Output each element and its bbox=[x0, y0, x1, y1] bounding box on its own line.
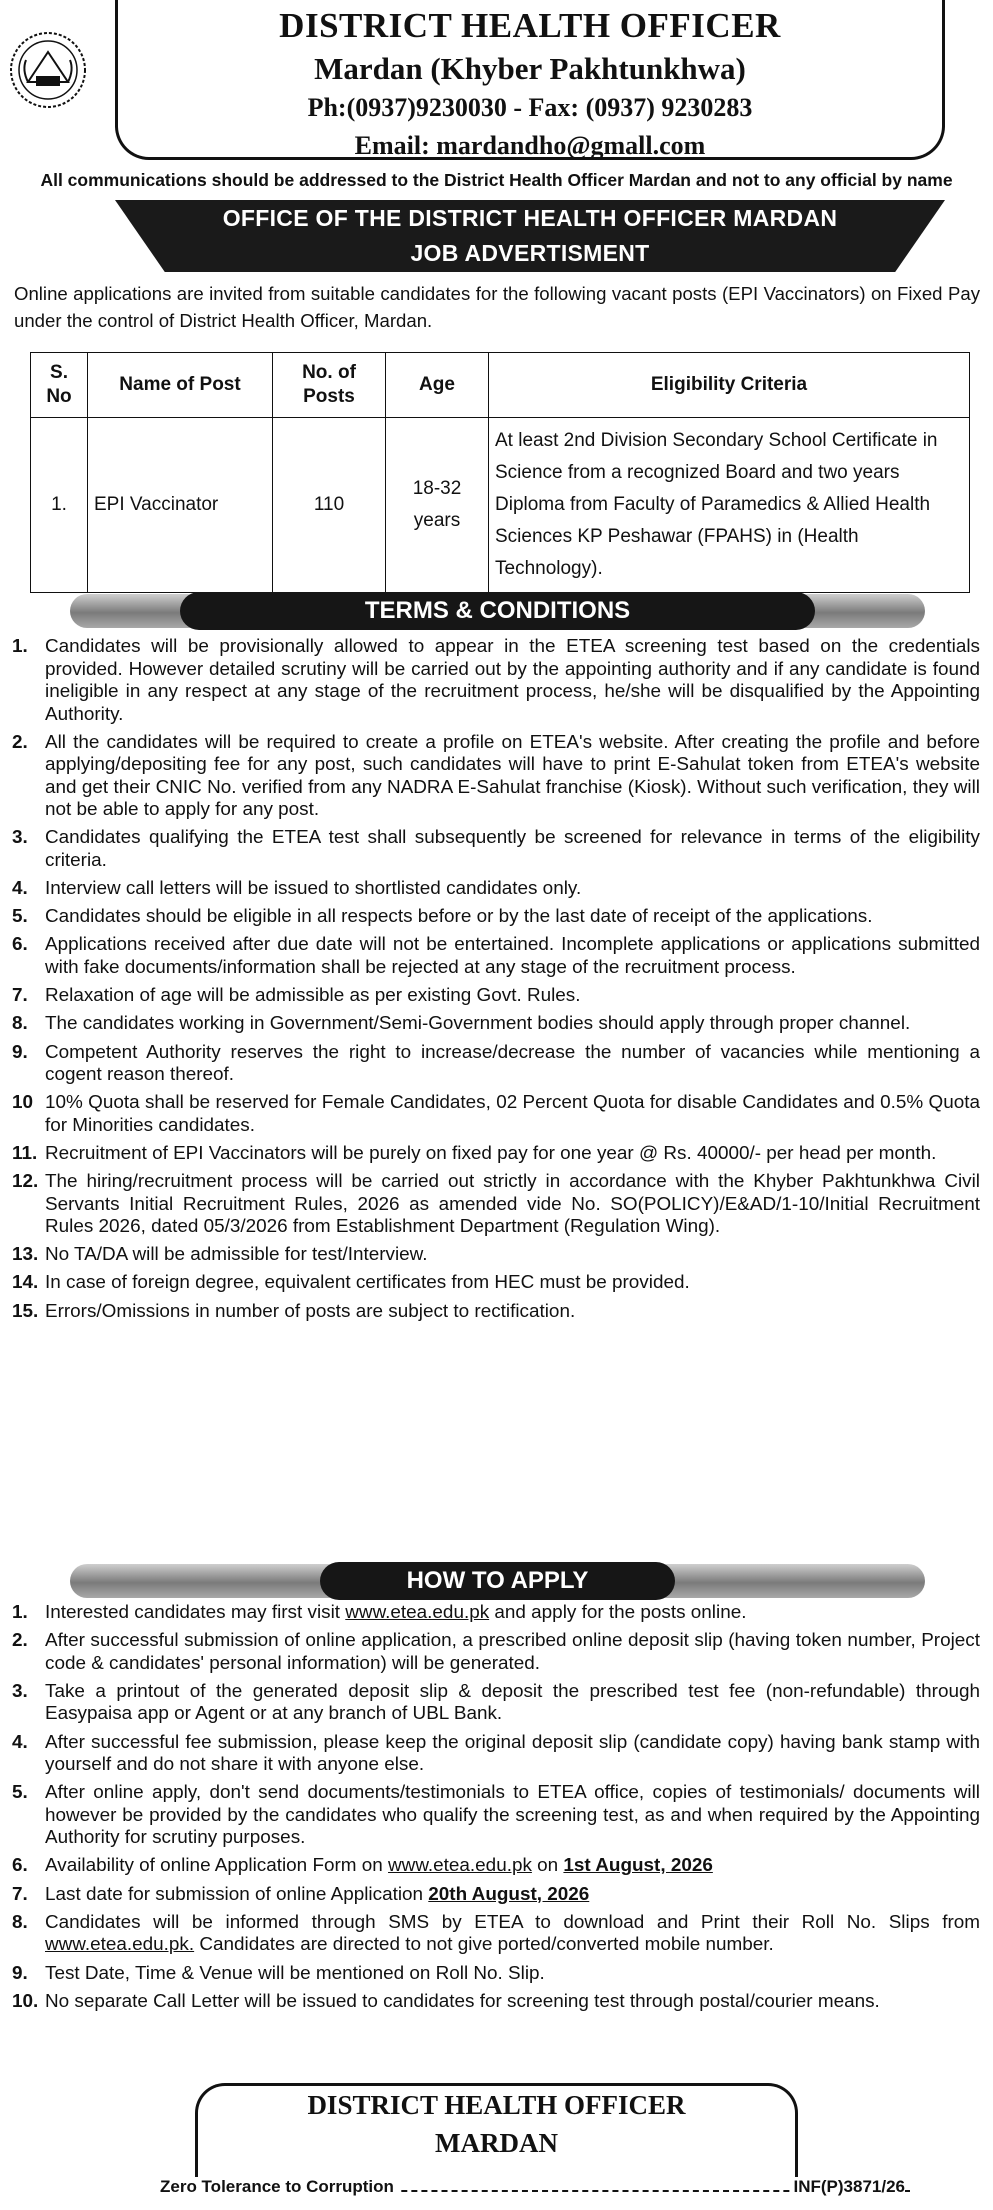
item-text: Last date for submission of online Application bbox=[45, 1883, 429, 1905]
item-text: Candidates are directed to not give ported/converted mobile number. bbox=[194, 1934, 774, 1956]
list-item bbox=[0, 1244, 993, 1267]
item-text: Candidates qualifying the ETEA test shall subsequently be screened for relevance in terms of the eligibility criteria. bbox=[45, 827, 980, 871]
item-number: 1. bbox=[12, 636, 28, 657]
table-row bbox=[31, 418, 970, 593]
item-number: 2. bbox=[12, 1630, 28, 1652]
item-text: Competent Authority reserves the right to increase/decrease the number of vacancies while mentioning a cogent reason thereof. bbox=[45, 1041, 980, 1085]
item-number: 4. bbox=[12, 878, 28, 900]
list-item bbox=[0, 636, 993, 726]
item-number: 10. bbox=[12, 1990, 39, 2012]
list-item bbox=[0, 1602, 993, 1625]
office-title: OFFICE OF THE DISTRICT HEALTH OFFICER MARDAN bbox=[222, 205, 838, 231]
item-number: 7. bbox=[12, 985, 28, 1007]
header-eligibility: Eligibility Criteria bbox=[489, 353, 970, 418]
list-item bbox=[0, 1272, 993, 1295]
list-item bbox=[0, 1963, 993, 1986]
item-text: Relaxation of age will be admissible as per existing Govt. Rules. bbox=[45, 985, 581, 1007]
footer-location: MARDAN bbox=[435, 2128, 558, 2158]
item-number: 2. bbox=[12, 731, 28, 753]
cell-age: 18-32 years bbox=[386, 418, 489, 593]
last-date: 20th August, 2026 bbox=[428, 1883, 590, 1905]
etea-link[interactable]: www.etea.edu.pk bbox=[345, 1602, 490, 1623]
header-title: DISTRICT HEALTH OFFICER bbox=[279, 6, 781, 45]
header-subtitle: Mardan (Khyber Pakhtunkhwa) bbox=[314, 51, 746, 86]
item-number: 6. bbox=[12, 1855, 28, 1877]
item-number: 6. bbox=[12, 934, 28, 956]
list-item bbox=[0, 1681, 993, 1726]
header-phone-fax: Ph:(0937)9230030 - Fax: (0937) 9230283 bbox=[307, 93, 753, 122]
item-number: 8. bbox=[12, 1911, 28, 1933]
item-text: Candidates will be informed through SMS by ETEA to download and Print their Roll No. Slips from bbox=[45, 1911, 980, 1933]
list-item bbox=[0, 985, 993, 1008]
item-text: The candidates working in Government/Semi-Government bodies should apply through proper channel. bbox=[45, 1013, 911, 1035]
item-text: In case of foreign degree, equivalent certificates from HEC must be provided. bbox=[45, 1272, 690, 1294]
item-text: and apply for the posts online. bbox=[489, 1602, 747, 1623]
footer-slogan: Zero Tolerance to Corruption bbox=[160, 2177, 398, 2197]
item-text: After online apply, don't send documents/testimonials to ETEA office, copies of testimonials/ documents will however be provided by the candidates who qualify the screening test, as and when required by the Appointing Authority for scrutiny purposes. bbox=[45, 1782, 980, 1849]
item-text: After successful fee submission, please keep the original deposit slip (candidate copy) having bank stamp with yourself and do not share it with anyone else. bbox=[45, 1731, 980, 1776]
list-item bbox=[0, 878, 993, 901]
cell-no-of-posts: 110 bbox=[273, 418, 386, 593]
list-item bbox=[0, 827, 993, 872]
etea-link[interactable]: www.etea.edu.pk bbox=[388, 1855, 532, 1877]
list-item bbox=[0, 1732, 993, 1777]
item-text: No TA/DA will be admissible for test/Interview. bbox=[45, 1244, 428, 1266]
list-item bbox=[0, 1042, 993, 1087]
list-item bbox=[0, 906, 993, 929]
item-text: Candidates will be provisionally allowed to appear in the ETEA screening test based on the credentials provided. However detailed scrutiny will be carried out by the appointing authority and if any candidate is found ineligible in any respect at any stage of the recruitment process, he/she will be disqualified by the Appointing Authority. bbox=[45, 636, 980, 725]
item-number: 9. bbox=[12, 1962, 28, 1984]
header-email: Email: mardandho@gmall.com bbox=[354, 131, 706, 160]
posts-table bbox=[30, 352, 970, 593]
item-number: 11. bbox=[12, 1142, 38, 1164]
item-number: 7. bbox=[12, 1883, 28, 1905]
list-item bbox=[0, 732, 993, 822]
item-text: Test Date, Time & Venue will be mentioned on Roll No. Slip. bbox=[45, 1962, 545, 1984]
government-seal-icon bbox=[8, 30, 88, 110]
apply-list bbox=[0, 1602, 993, 2019]
item-text: Interview call letters will be issued to shortlisted candidates only. bbox=[45, 878, 582, 900]
etea-link[interactable]: www.etea.edu.pk. bbox=[45, 1934, 195, 1956]
list-item bbox=[0, 1884, 993, 1907]
item-number: 8. bbox=[12, 1013, 28, 1035]
item-number: 1. bbox=[12, 1602, 28, 1623]
list-item bbox=[0, 1912, 993, 1957]
terms-list bbox=[0, 636, 993, 1329]
communications-notice: All communications should be addressed to the District Health Officer Mardan and not to any official by name bbox=[40, 170, 953, 190]
footer-title: DISTRICT HEALTH OFFICER bbox=[307, 2090, 686, 2120]
item-text: Candidates should be eligible in all respects before or by the last date of receipt of the applications. bbox=[45, 906, 873, 928]
header-sno: S. No bbox=[31, 353, 88, 418]
intro-paragraph: Online applications are invited from suitable candidates for the following vacant posts (EPI Vaccinators) on Fixed Pay under the control of District Health Officer, Mardan. bbox=[14, 283, 980, 331]
apply-heading: HOW TO APPLY bbox=[320, 1562, 675, 1600]
item-number: 14. bbox=[12, 1272, 39, 1294]
list-item bbox=[0, 1013, 993, 1036]
table-header-row bbox=[31, 353, 970, 418]
advertisement-title: JOB ADVERTISMENT bbox=[410, 240, 650, 266]
item-number: 10 bbox=[12, 1092, 34, 1114]
item-number: 12. bbox=[12, 1171, 39, 1193]
list-item bbox=[0, 1171, 993, 1239]
item-text: Interested candidates may first visit bbox=[45, 1602, 346, 1623]
footer-reference: INF(P)3871/26 bbox=[790, 2177, 906, 2197]
item-text: Availability of online Application Form on bbox=[45, 1855, 389, 1877]
cell-eligibility: At least 2nd Division Secondary School Certificate in Science from a recognized Board and two years Diploma from Faculty of Paramedics & Allied Health Sciences KP Peshawar (FPAHS) in (Health Technology). bbox=[489, 418, 970, 593]
cell-sno: 1. bbox=[31, 418, 88, 593]
item-number: 5. bbox=[12, 906, 28, 928]
list-item bbox=[0, 934, 993, 979]
item-text: Take a printout of the generated deposit slip & deposit the prescribed test fee (non-refundable) through Easypaisa app or Agent or at any branch of UBL Bank. bbox=[45, 1680, 980, 1725]
item-text: No separate Call Letter will be issued to candidates for screening test through postal/courier means. bbox=[45, 1990, 880, 2012]
list-item bbox=[0, 1630, 993, 1675]
item-number: 5. bbox=[12, 1782, 28, 1804]
item-number: 13. bbox=[12, 1244, 39, 1266]
item-number: 3. bbox=[12, 1680, 28, 1702]
item-text: 10% Quota shall be reserved for Female Candidates, 02 Percent Quota for disable Candidates and 0.5% Quota for Minorities candidates. bbox=[45, 1092, 980, 1136]
item-text: All the candidates will be required to create a profile on ETEA's website. After creating the profile and before applying/depositing fee for any post, such candidates will have to print E-Sahulat token from ETEA's website and get their CNIC No. verified from any NADRA E-Sahulat franchise (Kiosk). Without such verification, they will not be able to apply for any post. bbox=[45, 731, 980, 821]
item-text: Applications received after due date will not be entertained. Incomplete applications or applications submitted with fake documents/information shall be rejected at any stage of the recruitment process. bbox=[45, 934, 980, 978]
header-no-of-posts: No. of Posts bbox=[273, 353, 386, 418]
list-item bbox=[0, 1782, 993, 1850]
item-number: 4. bbox=[12, 1731, 28, 1753]
list-item bbox=[0, 1991, 993, 2014]
start-date: 1st August, 2026 bbox=[563, 1855, 713, 1877]
terms-heading: TERMS & CONDITIONS bbox=[180, 592, 815, 630]
list-item bbox=[0, 1143, 993, 1166]
item-number: 9. bbox=[12, 1041, 28, 1063]
list-item bbox=[0, 1855, 993, 1878]
list-item bbox=[0, 1301, 993, 1324]
header-post-name: Name of Post bbox=[88, 353, 273, 418]
item-number: 3. bbox=[12, 827, 28, 849]
cell-post-name: EPI Vaccinator bbox=[88, 418, 273, 593]
item-text: Recruitment of EPI Vaccinators will be purely on fixed pay for one year @ Rs. 40000/- per head per month. bbox=[45, 1142, 937, 1164]
item-text: The hiring/recruitment process will be carried out strictly in accordance with the Khyber Pakhtunkhwa Civil Servants Initial Recruitment Rules, 2026 as amended vide No. SO(POLICY)/E&AD/1-10/Initial Recruitment Rules 2026, dated 05/3/2026 from Establishment Department (Regulation Wing). bbox=[45, 1171, 980, 1238]
header-age: Age bbox=[386, 353, 489, 418]
item-text: Errors/Omissions in number of posts are subject to rectification. bbox=[45, 1300, 576, 1322]
list-item bbox=[0, 1092, 993, 1137]
item-number: 15. bbox=[12, 1300, 39, 1322]
item-text: on bbox=[531, 1855, 564, 1877]
item-text: After successful submission of online application, a prescribed online deposit slip (having token number, Project code & candidates' personal information) will be generated. bbox=[45, 1630, 980, 1674]
